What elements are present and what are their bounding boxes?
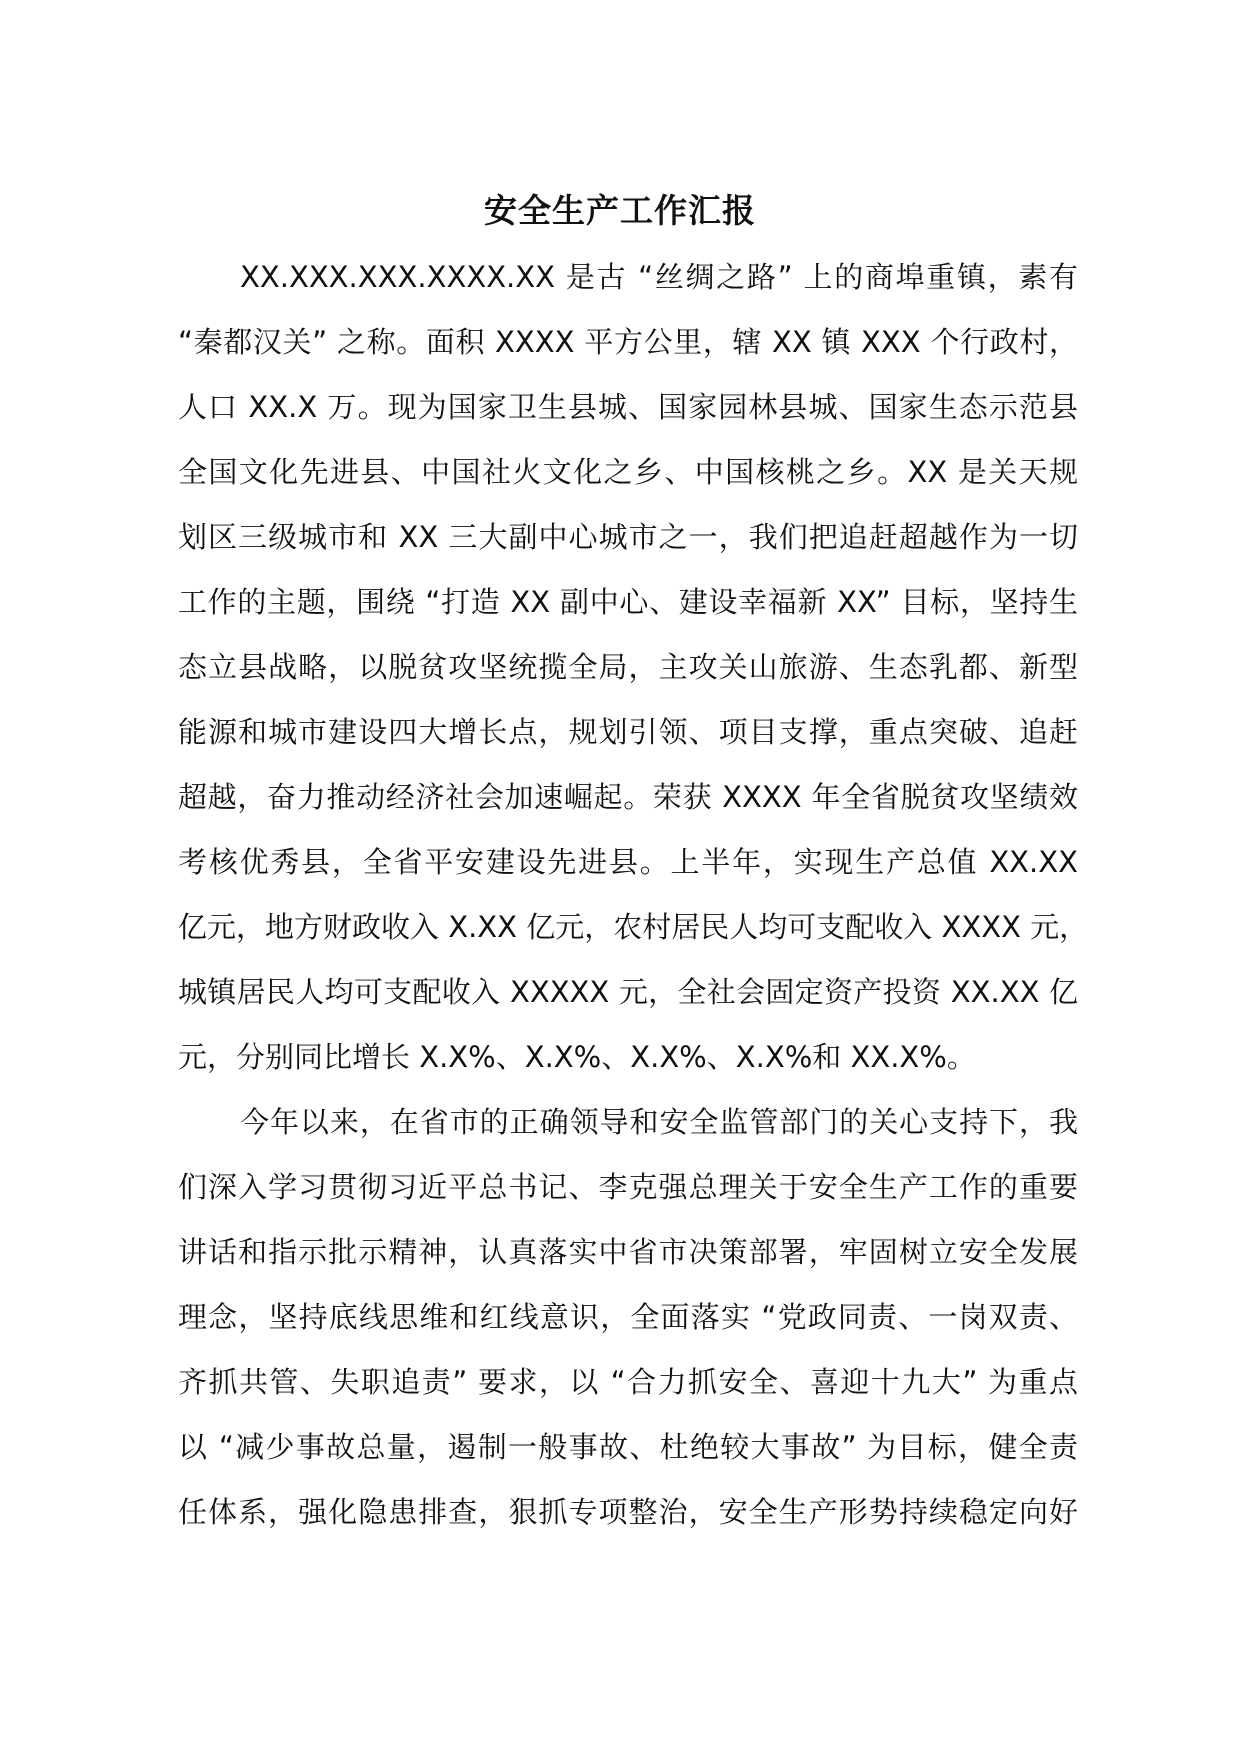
- paragraph-1-line: [178, 830, 1078, 895]
- paragraph-1-line: [178, 700, 1078, 765]
- paragraph-1-line: [178, 570, 1078, 635]
- text-line: 人口 XX.X 万。现为国家卫生县城、国家园林县城、国家生态示范县: [178, 390, 1078, 424]
- paragraph-2-line: [178, 1155, 1078, 1220]
- paragraph-2-line: [178, 1220, 1078, 1285]
- paragraph-2-line: [178, 1285, 1078, 1350]
- paragraph-1-line: [178, 310, 1078, 375]
- text-line: 超越，奋力推动经济社会加速崛起。荣获 XXXX 年全省脱贫攻坚绩效: [178, 780, 1078, 814]
- paragraph-2-line: [178, 1480, 1078, 1545]
- text-line: 讲话和指示批示精神，认真落实中省市决策部署，牢固树立安全发展: [178, 1235, 1078, 1269]
- paragraph-1-line: [178, 440, 1078, 505]
- text-line: 齐抓共管、失职追责” 要求，以 “合力抓安全、喜迎十九大” 为重点: [178, 1365, 1078, 1399]
- paragraph-1-line: [178, 245, 1078, 310]
- paragraph-1-line: [178, 960, 1078, 1025]
- text-line: 能源和城市建设四大增长点，规划引领、项目支撑，重点突破、追赶: [178, 715, 1078, 749]
- document-body: [178, 245, 1089, 1545]
- paragraph-1-line: [178, 895, 1089, 960]
- text-line: 城镇居民人均可支配收入 XXXXX 元，全社会固定资产投资 XX.XX 亿: [178, 975, 1078, 1009]
- paragraph-1-line: [178, 375, 1078, 440]
- text-line: 们深入学习贯彻习近平总书记、李克强总理关于安全生产工作的重要: [178, 1170, 1078, 1204]
- text-line: 元，分别同比增长 X.X%、X.X%、X.X%、X.X%和 XX.X%。: [178, 1040, 976, 1074]
- text-line: 以 “减少事故总量，遏制一般事故、杜绝较大事故” 为目标，健全责: [178, 1430, 1078, 1464]
- text-line: 亿元，地方财政收入 X.XX 亿元，农村居民人均可支配收入 XXXX 元，: [178, 910, 1089, 944]
- text-line: 全国文化先进县、中国社火文化之乡、中国核桃之乡。XX 是关天规: [178, 455, 1078, 489]
- paragraph-1-line: [178, 1025, 1078, 1090]
- text-line: 工作的主题，围绕 “打造 XX 副中心、建设幸福新 XX” 目标，坚持生: [178, 585, 1078, 619]
- text-line: 今年以来，在省市的正确领导和安全监管部门的关心支持下，我: [240, 1105, 1078, 1139]
- paragraph-1-line: [178, 765, 1078, 830]
- text-line: 划区三级城市和 XX 三大副中心城市之一，我们把追赶超越作为一切: [178, 520, 1078, 554]
- paragraph-2-line: [178, 1415, 1078, 1480]
- document-title: 安全生产工作汇报: [484, 191, 756, 230]
- paragraph-2-line: [178, 1090, 1078, 1155]
- text-line: “秦都汉关” 之称。面积 XXXX 平方公里，辖 XX 镇 XXX 个行政村，: [178, 325, 1078, 359]
- paragraph-1-line: [178, 635, 1078, 700]
- text-line: 任体系，强化隐患排查，狠抓专项整治，安全生产形势持续稳定向好: [178, 1495, 1078, 1529]
- text-line: 考核优秀县，全省平安建设先进县。上半年，实现生产总值 XX.XX: [178, 845, 1078, 879]
- paragraph-1-line: [178, 505, 1078, 570]
- text-line: XX.XXX.XXX.XXXX.XX 是古 “丝绸之路” 上的商埠重镇，素有: [240, 260, 1078, 294]
- text-line: 理念，坚持底线思维和红线意识，全面落实 “党政同责、一岗双责、: [178, 1300, 1078, 1334]
- text-line: 态立县战略，以脱贫攻坚统揽全局，主攻关山旅游、生态乳都、新型: [178, 650, 1078, 684]
- paragraph-2-line: [178, 1350, 1078, 1415]
